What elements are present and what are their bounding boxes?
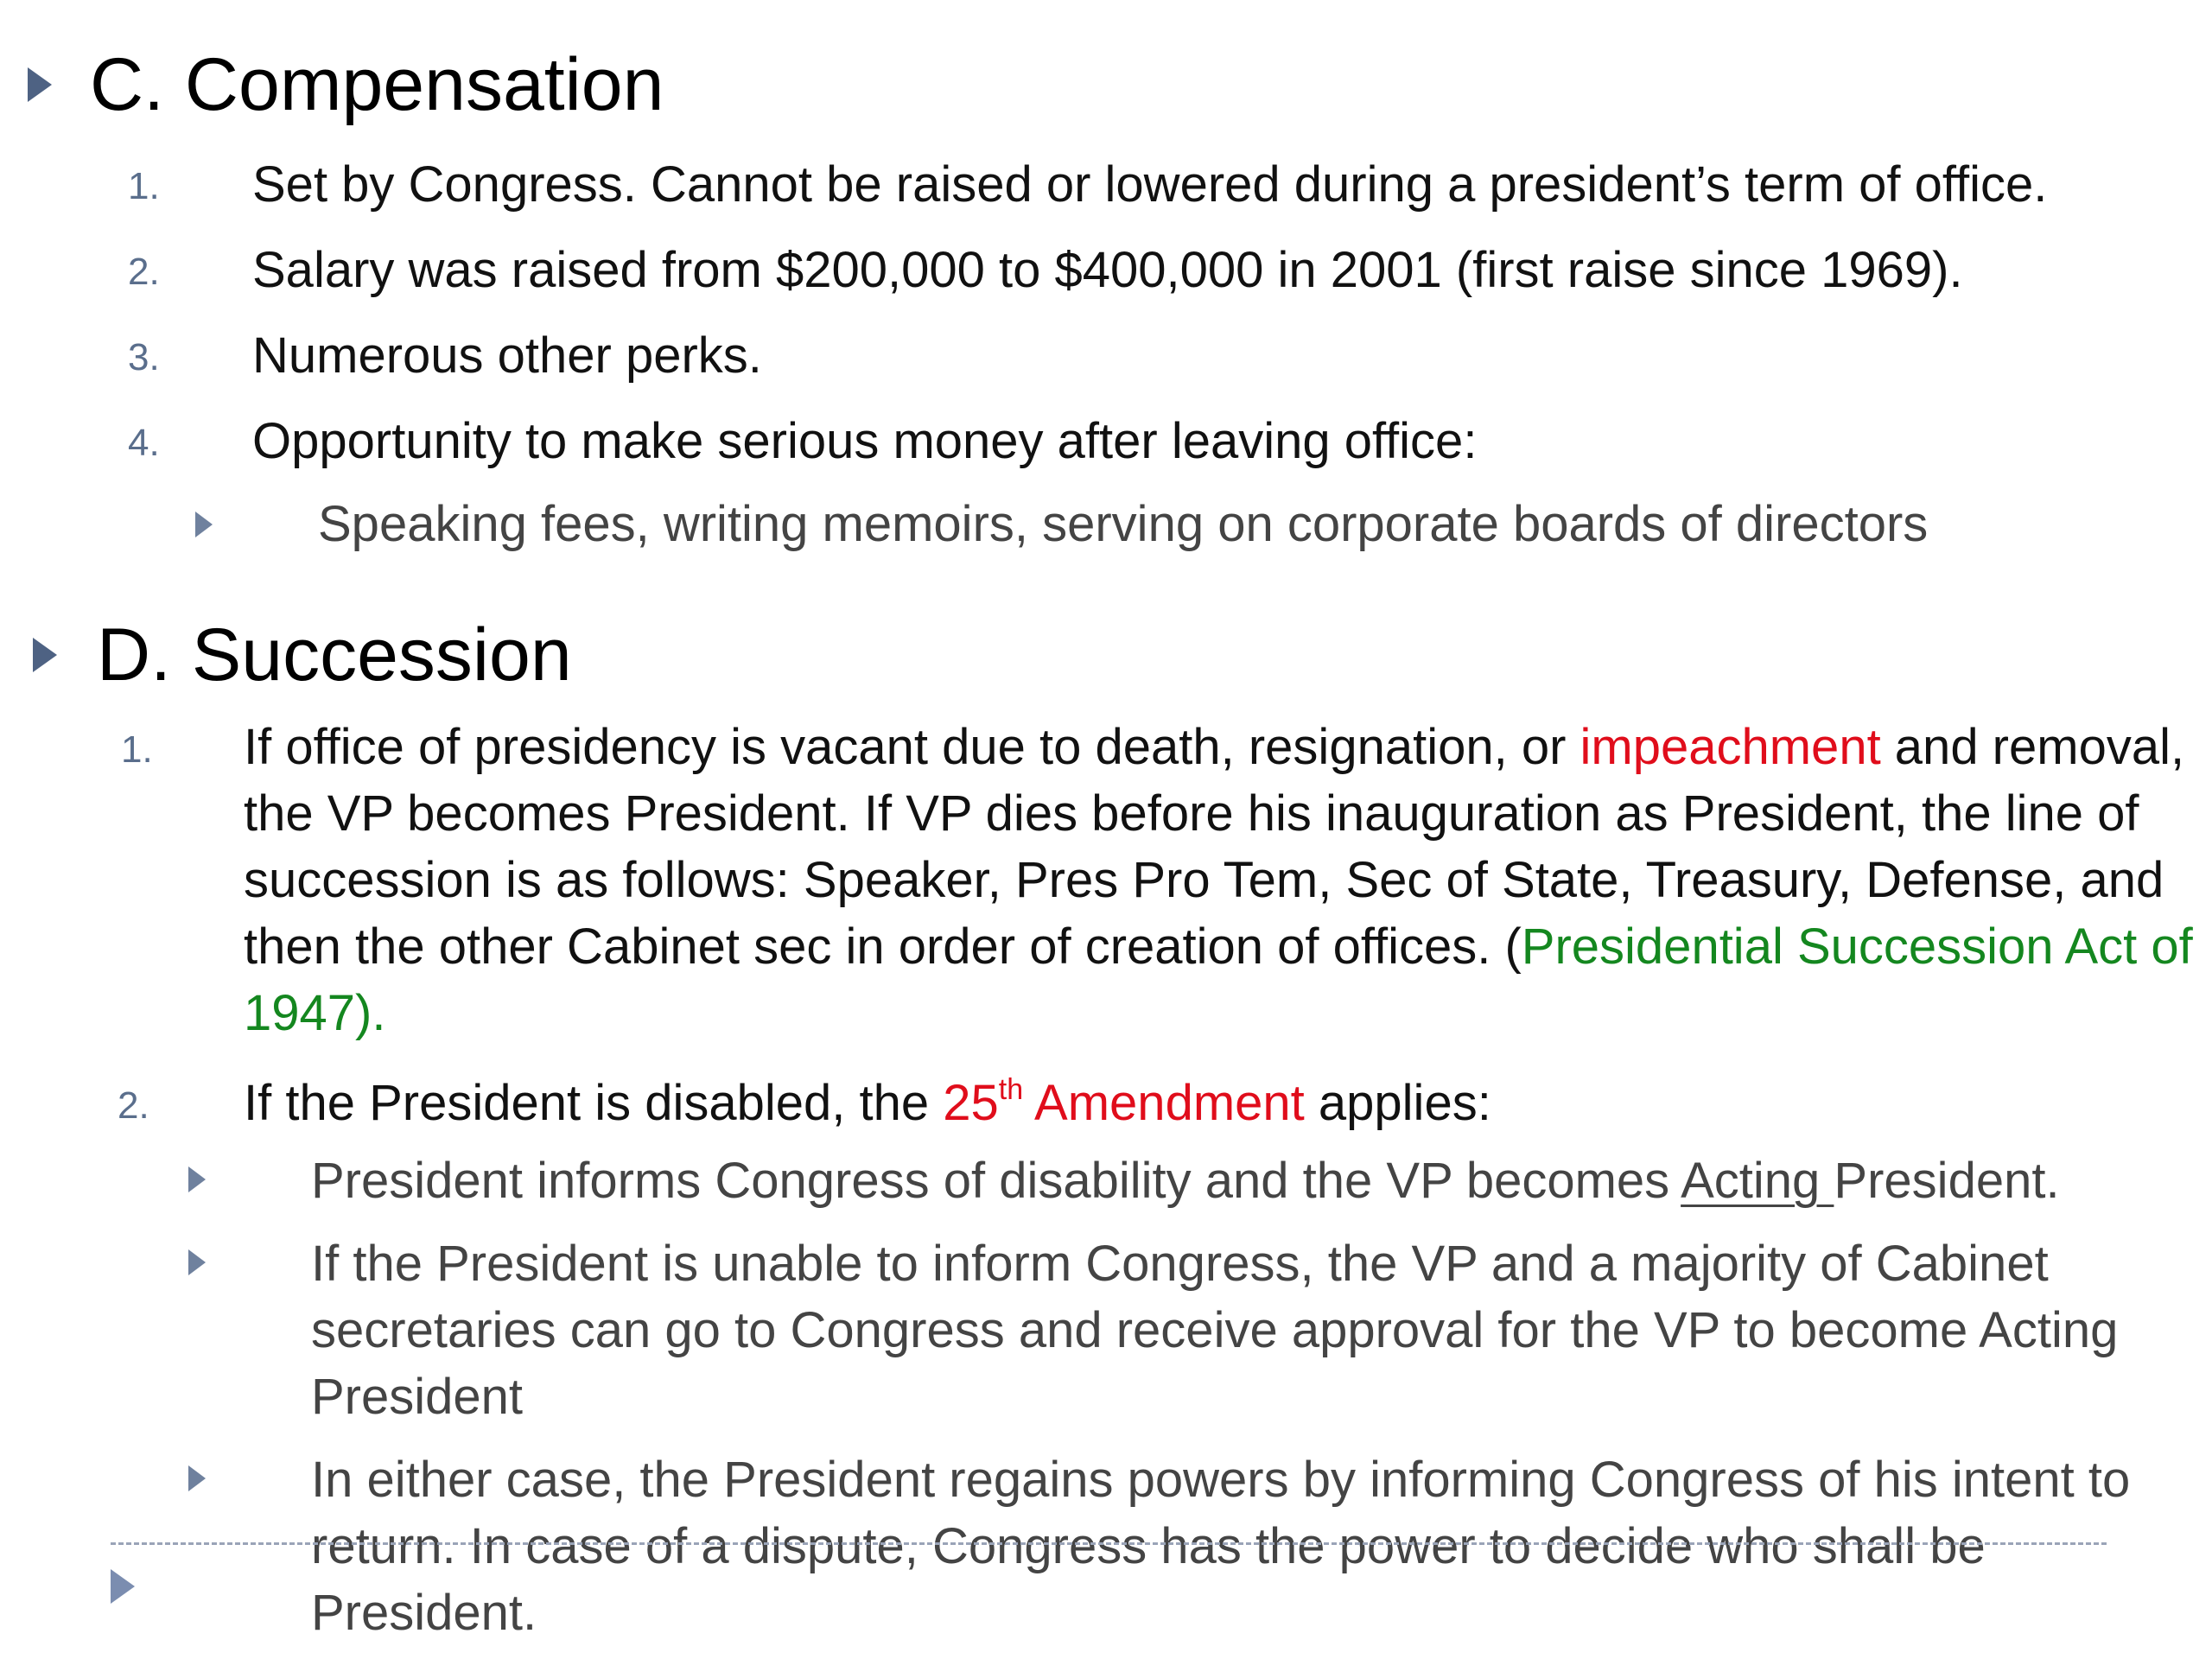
placeholder-guide-line: [111, 1542, 2107, 1545]
vacancy-text-cont: and removal, the VP becomes President. If VP dies before his inauguration as President, the line of succession is as follows: Speaker, Pres Pro Tem, Sec of State, Treasury, Defense, and then the other Cabinet sec in order of creation of offices. (: [244, 719, 2185, 975]
section-d-heading: D. Succession: [97, 613, 572, 696]
section-c-heading: C. Compensation: [90, 43, 664, 126]
list-item-disability: [244, 1070, 1491, 1136]
list-item: Set by Congress. Cannot be raised or lowered during a president’s term of office.: [252, 156, 2048, 213]
item-number: 2.: [128, 251, 160, 293]
sub-item-unable: If the President is unable to inform Congress, the VP and a majority of Cabinet secretaries can go to Congress and receive approval for the VP to become Acting President: [311, 1236, 2119, 1425]
amendment-term: 25th Amendment: [943, 1072, 1305, 1131]
list-item: Opportunity to make serious money after leaving office:: [252, 413, 1478, 469]
sub-bullet-icon: [188, 1249, 206, 1275]
impeachment-term: impeachment: [1580, 719, 1881, 775]
list-item-vacancy: [244, 714, 2205, 1046]
disability-text: If the President is disabled, the: [244, 1075, 944, 1131]
vacancy-text: If office of presidency is vacant due to death, resignation, or: [244, 719, 1580, 775]
list-item: Numerous other perks.: [252, 327, 762, 384]
sub-bullet-icon: [188, 1465, 206, 1491]
item-number: 2.: [118, 1084, 149, 1127]
list-item: Salary was raised from $200,000 to $400,000 in 2001 (first raise since 1969).: [252, 242, 1963, 298]
section-c-bullet-icon: [28, 67, 52, 102]
item-number: 4.: [128, 422, 160, 464]
sub-bullet-icon: [188, 1166, 206, 1192]
disability-text-cont: applies:: [1304, 1075, 1491, 1131]
item-number: 1.: [121, 728, 153, 771]
sub-item-inform: President informs Congress of disability and the VP becomes Acting President.: [311, 1153, 2060, 1209]
succession-act-term: Presidential Succession Act of 1947).: [244, 918, 2193, 1041]
item-number: 3.: [128, 336, 160, 378]
acting-underlined: Acting: [1681, 1153, 1834, 1209]
placeholder-bullet-icon: [111, 1569, 135, 1604]
section-d-bullet-icon: [33, 638, 57, 672]
sub-bullet-icon: [195, 512, 213, 537]
sub-item-regains: In either case, the President regains powers by informing Congress of his intent to return. In case of a dispute, Congress has the power to decide who shall be President.: [311, 1452, 2131, 1641]
sub-item: Speaking fees, writing memoirs, serving on corporate boards of directors: [318, 496, 1929, 552]
item-number: 1.: [128, 165, 160, 207]
